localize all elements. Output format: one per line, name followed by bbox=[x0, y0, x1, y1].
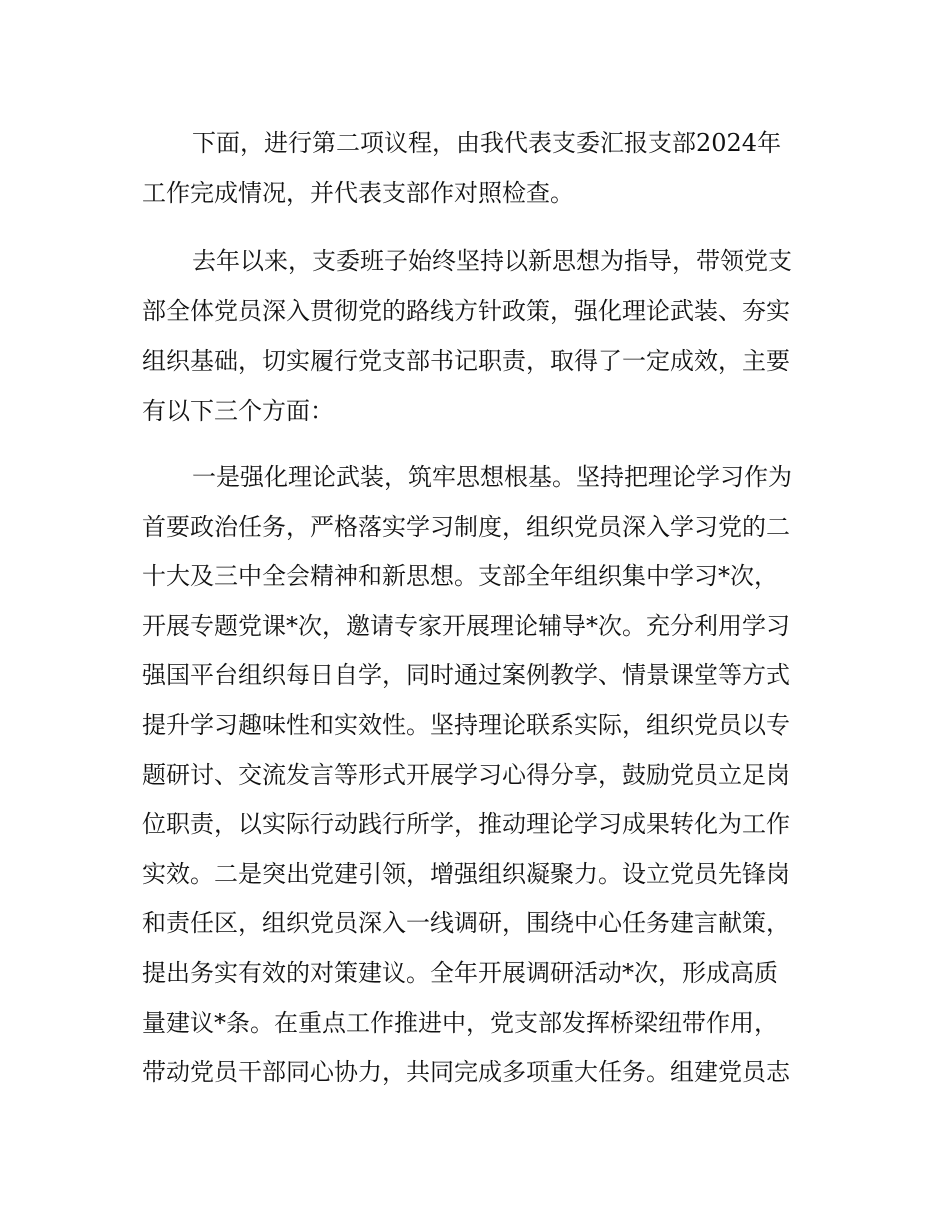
text-line: 工作完成情况，并代表支部作对照检查。 bbox=[142, 179, 574, 207]
text-line: 十大及三中全会精神和新思想。支部全年组织集中学习*次， bbox=[142, 562, 778, 591]
text-line: 强国平台组织每日自学，同时通过案例教学、情景课堂等方式 bbox=[142, 661, 790, 690]
text-line: 一是强化理论武装，筑牢思想根基。坚持把理论学习作为 bbox=[192, 463, 792, 491]
text-line: 去年以来，支委班子始终坚持以新思想为指导，带领党支 bbox=[192, 247, 792, 275]
text-line: 和责任区，组织党员深入一线调研，围绕中心任务建言献策， bbox=[142, 909, 790, 938]
text-line: 量建议*条。在重点工作推进中，党支部发挥桥梁纽带作用， bbox=[142, 1008, 778, 1037]
text-line: 开展专题党课*次，邀请专家开展理论辅导*次。充分利用学习 bbox=[142, 611, 790, 640]
text-line: 提升学习趣味性和实效性。坚持理论联系实际，组织党员以专 bbox=[142, 711, 790, 739]
text-line: 组织基础，切实履行党支部书记职责，取得了一定成效，主要 bbox=[142, 347, 790, 375]
text-line: 带动党员干部同心协力，共同完成多项重大任务。组建党员志 bbox=[142, 1058, 790, 1087]
text-line: 部全体党员深入贯彻党的路线方针政策，强化理论武装、夯实 bbox=[142, 297, 790, 325]
text-line: 下面，进行第二项议程，由我代表支委汇报支部2024年 bbox=[192, 129, 782, 157]
text-line: 题研讨、交流发言等形式开展学习心得分享，鼓励党员立足岗 bbox=[142, 760, 790, 789]
text-line: 实效。二是突出党建引领，增强组织凝聚力。设立党员先锋岗 bbox=[142, 859, 790, 888]
text-line: 提出务实有效的对策建议。全年开展调研活动*次，形成高质 bbox=[142, 959, 778, 987]
text-line: 有以下三个方面： bbox=[142, 397, 334, 425]
text-line: 位职责，以实际行动践行所学，推动理论学习成果转化为工作 bbox=[142, 810, 790, 839]
text-line: 首要政治任务，严格落实学习制度，组织党员深入学习党的二 bbox=[142, 512, 790, 541]
